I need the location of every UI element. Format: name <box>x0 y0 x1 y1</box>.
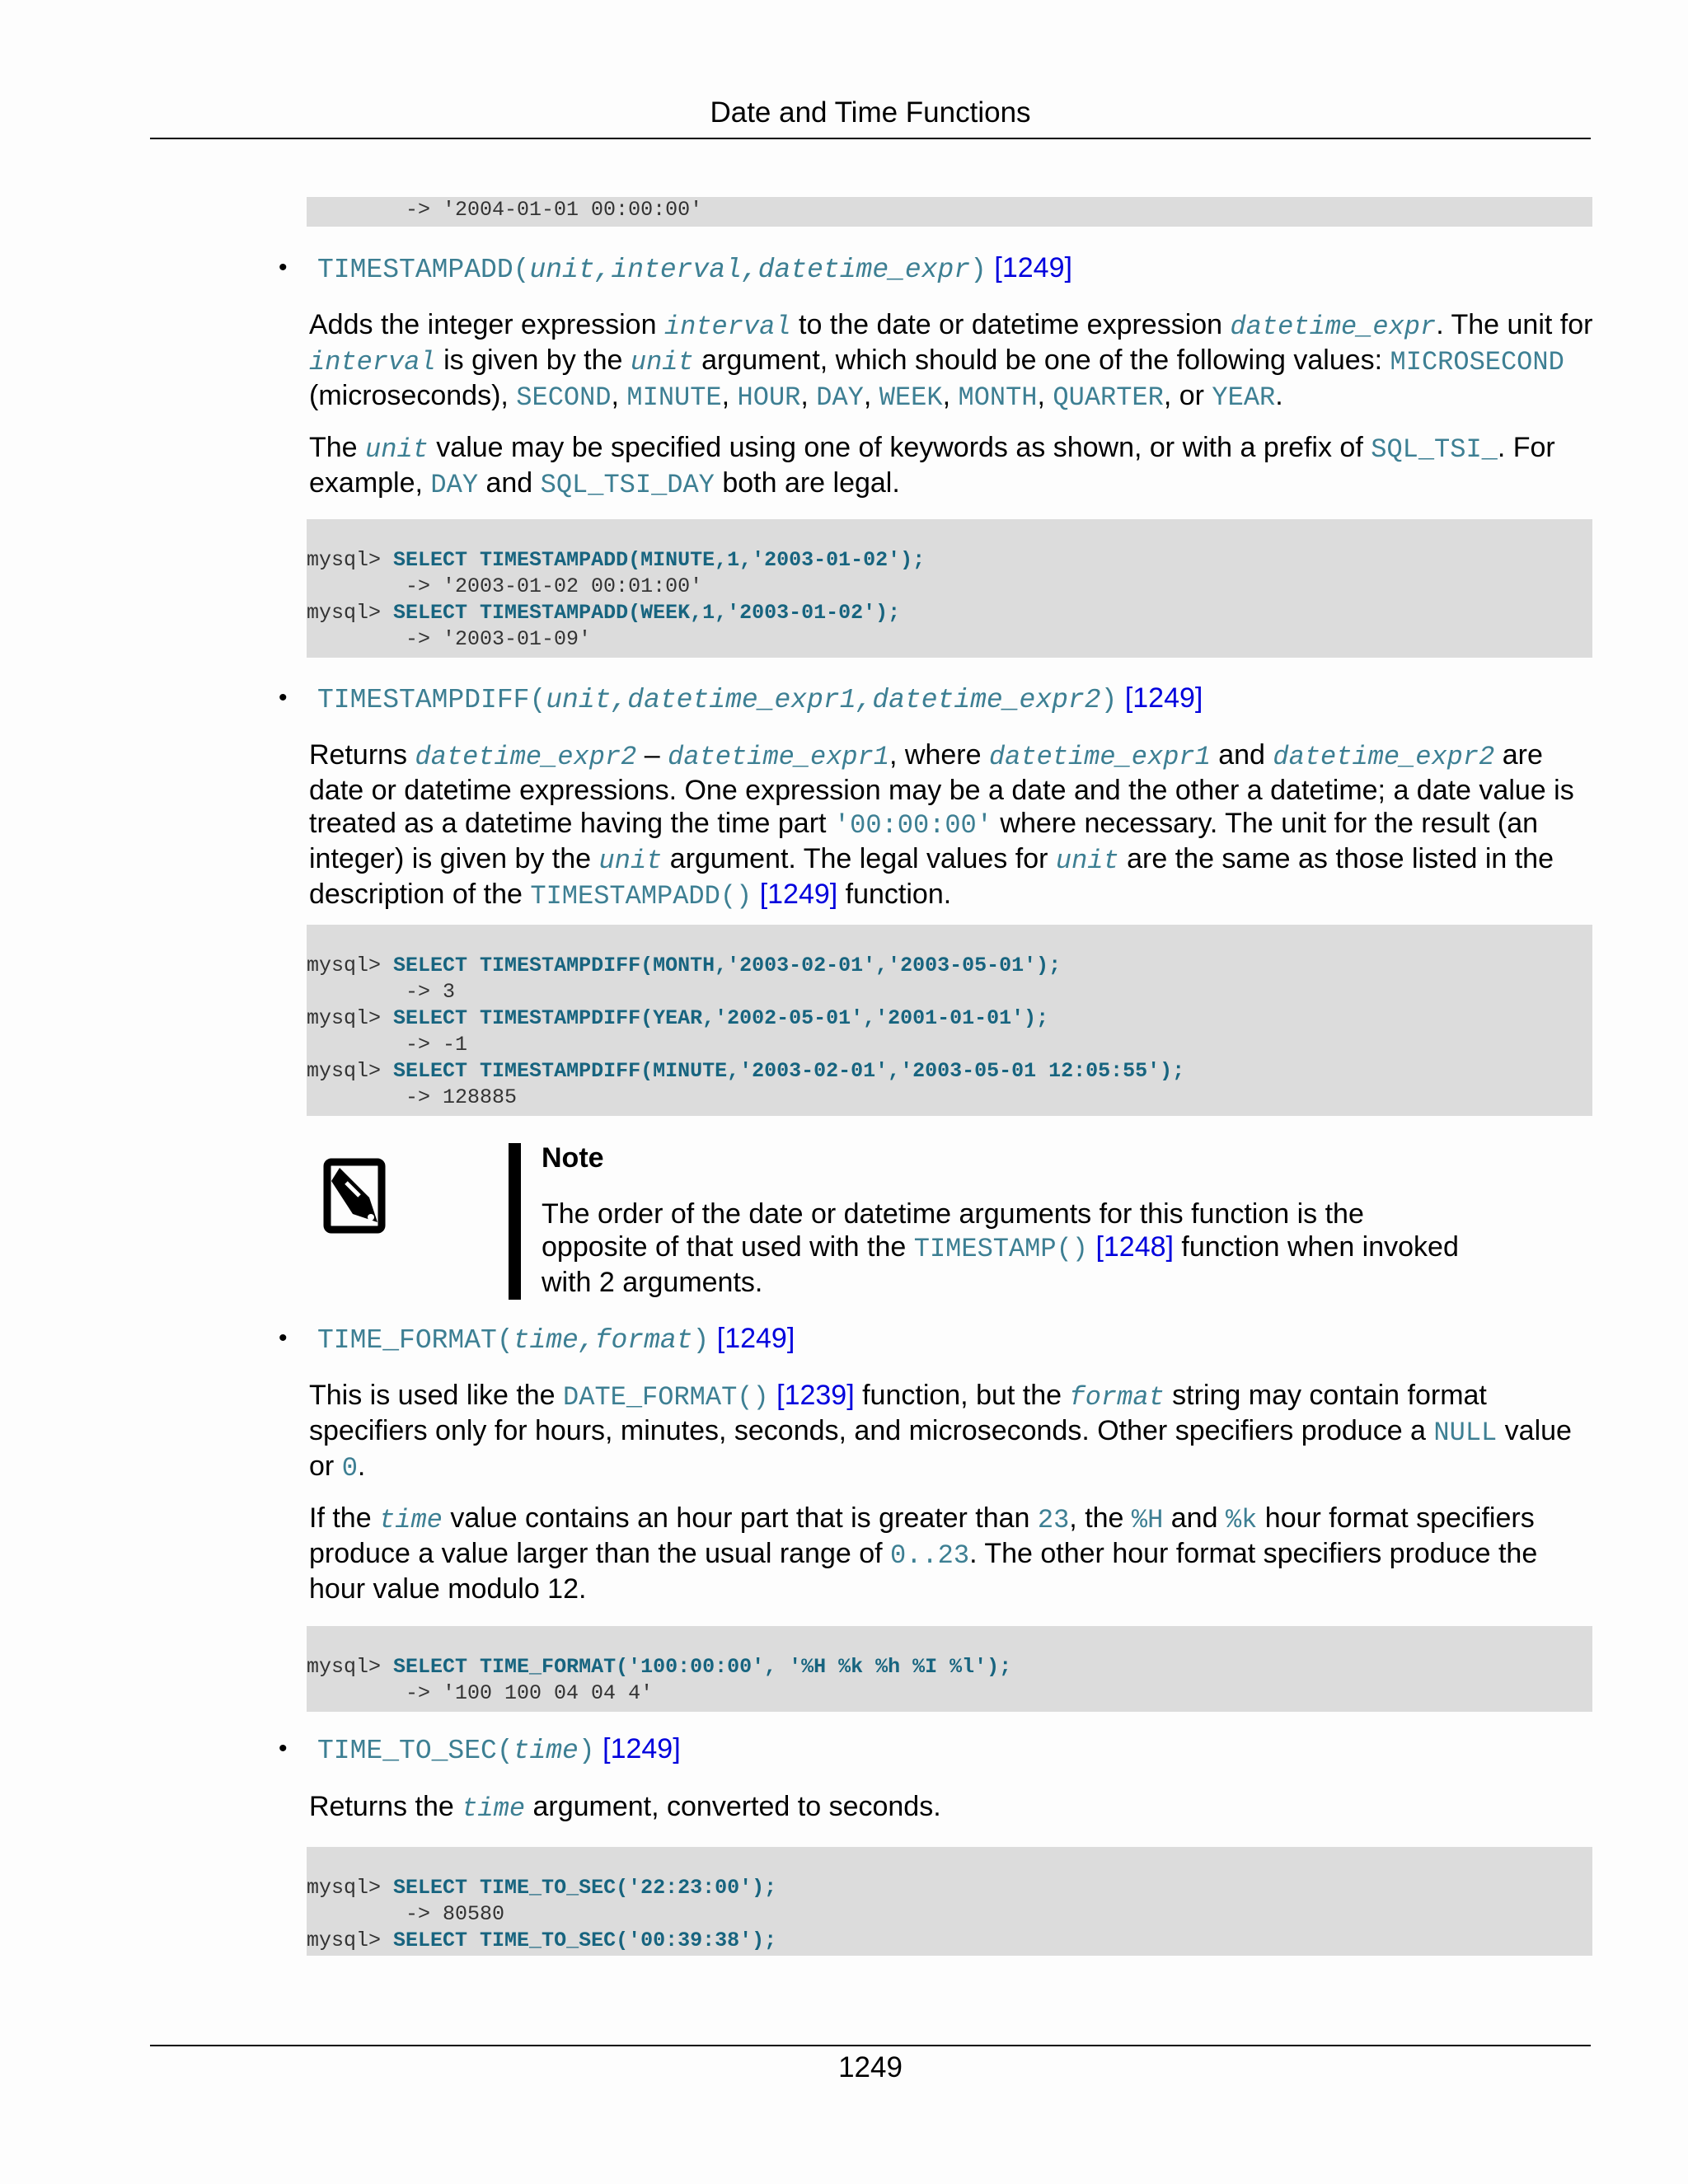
literal: SECOND <box>516 382 612 413</box>
text: Returns <box>309 739 415 771</box>
code-block-timestampdiff <box>307 925 1592 1116</box>
text: value contains an hour part that is greater than <box>442 1502 1038 1534</box>
code-prompt: mysql> <box>307 601 394 625</box>
function-close: ) <box>1100 685 1118 715</box>
text: . The other hour format specifiers produce the hour value modulo 12. <box>309 1538 1538 1605</box>
bullet: • <box>279 684 288 711</box>
paragraph-hour-range <box>309 1502 1595 1605</box>
function-signature-time-to-sec <box>317 1731 681 1769</box>
variable: datetime_expr1 <box>988 742 1211 772</box>
text: , where <box>889 739 989 771</box>
text: . The unit for <box>1436 309 1593 340</box>
code-command: SELECT TIMESTAMPADD(MINUTE,1,'2003-01-02'); <box>393 548 926 572</box>
function-args: time <box>513 1736 579 1766</box>
literal: 0 <box>341 1453 358 1483</box>
variable: time <box>379 1505 443 1535</box>
literal: HOUR <box>737 382 801 413</box>
text: and <box>478 467 541 499</box>
text: If the <box>309 1502 380 1534</box>
text: and <box>1163 1502 1226 1534</box>
text: This is used like the <box>309 1380 564 1411</box>
page-ref-link[interactable]: [1249] <box>716 1323 795 1354</box>
text: , the <box>1069 1502 1132 1534</box>
paragraph-timestampadd-desc: Adds the integer expression interval to the date or datetime expression datetime_expr. The unit for interval is given by the unit argument, which should be one of the following values: MICROSECOND (microseconds), SECOND, MINUTE, HOUR, DAY, WEEK, MONTH, QUARTER, or YEAR. <box>309 309 1593 413</box>
page-number: 1249 <box>838 2051 903 2083</box>
text: argument, which should be one of the following values: <box>693 344 1390 376</box>
code-result: -> 3 <box>307 980 456 1004</box>
text: and <box>1210 739 1273 771</box>
function-close: ) <box>692 1325 710 1356</box>
page-ref-link[interactable]: [1249] <box>759 879 838 910</box>
text: are date or datetime expressions. One expression may be a date and the other a datetime; a date value is treated as a datetime having the time part <box>309 739 1574 839</box>
header-rule <box>150 138 1591 139</box>
code-result: -> -1 <box>307 1033 468 1057</box>
code-block-timestampadd <box>307 519 1592 658</box>
paragraph-unit-prefix <box>309 431 1595 502</box>
code-prompt: mysql> <box>307 548 394 572</box>
function-close: ) <box>970 255 987 285</box>
page-header-title: Date and Time Functions <box>710 96 1031 129</box>
variable: interval <box>309 347 436 377</box>
literal: YEAR <box>1212 382 1276 413</box>
text: function. <box>837 879 952 910</box>
code-result: -> 80580 <box>307 1902 505 1926</box>
function-args: time,format <box>513 1325 693 1356</box>
variable: datetime_expr <box>1230 312 1437 342</box>
text: The <box>309 432 366 463</box>
bullet: • <box>279 1324 288 1352</box>
code-prompt: mysql> <box>307 954 394 977</box>
literal: DAY <box>430 470 479 500</box>
text: hour format specifiers produce a value larger than the usual range of <box>309 1502 1535 1569</box>
text: function, but the <box>854 1380 1070 1411</box>
text: where necessary. The unit for the result (an integer) is given by the <box>309 808 1539 874</box>
text: . For example, <box>309 432 1555 499</box>
text: The order of the date or datetime arguments for this function is the opposite of that used with the <box>542 1198 1364 1263</box>
text: Adds the integer expression <box>309 309 664 340</box>
bullet: • <box>279 254 288 281</box>
text: argument. The legal values for <box>662 843 1056 874</box>
paragraph-time-to-sec-desc <box>309 1790 1595 1825</box>
text: is given by the <box>435 344 631 376</box>
code-prompt: mysql> <box>307 1876 394 1900</box>
text: , or <box>1163 380 1212 411</box>
paragraph-timestampdiff-desc <box>309 738 1595 913</box>
variable: time <box>462 1793 526 1824</box>
variable: unit <box>365 434 429 465</box>
function-args: unit,datetime_expr1,datetime_expr2 <box>546 685 1101 715</box>
code-command: SELECT TIMESTAMPADD(WEEK,1,'2003-01-02'); <box>393 601 901 625</box>
literal: 23 <box>1037 1505 1070 1535</box>
page-ref-link[interactable]: [1248] <box>1095 1231 1174 1263</box>
note-text <box>542 1197 1473 1299</box>
variable: unit <box>598 846 663 876</box>
text: function when invoked with 2 arguments. <box>542 1231 1459 1298</box>
note-bar <box>509 1143 521 1300</box>
code-result: -> '100 100 04 04 4' <box>307 1681 654 1705</box>
literal: SQL_TSI_ <box>1371 434 1498 465</box>
variable: datetime_expr2 <box>1273 742 1495 772</box>
page-ref-link[interactable]: [1239] <box>776 1380 855 1411</box>
code-prompt: mysql> <box>307 1059 394 1083</box>
code-block-time-to-sec <box>307 1847 1592 1956</box>
literal: WEEK <box>879 382 943 413</box>
function-name[interactable]: TIMESTAMPADD( <box>317 255 530 285</box>
text: both are legal. <box>714 467 900 499</box>
code-block-continuation <box>307 197 1592 227</box>
function-link[interactable]: TIMESTAMPADD() <box>530 881 753 912</box>
variable: unit <box>630 347 694 377</box>
literal: %k <box>1225 1505 1258 1535</box>
code-command: SELECT TIME_FORMAT('100:00:00', '%H %k %h %I %l'); <box>393 1655 1012 1679</box>
note-title: Note <box>542 1142 604 1174</box>
function-link[interactable]: TIMESTAMP() <box>913 1234 1088 1264</box>
text: Returns the <box>309 1791 462 1822</box>
function-signature-timestampdiff <box>317 680 1203 719</box>
footer-rule <box>150 2045 1591 2046</box>
bullet: • <box>279 1735 288 1762</box>
literal: SQL_TSI_DAY <box>540 470 715 500</box>
variable: datetime_expr2 <box>415 742 637 772</box>
function-args: unit,interval,datetime_expr <box>529 255 971 285</box>
code-result: -> '2004-01-01 00:00:00' <box>307 198 703 222</box>
variable: unit <box>1055 846 1119 876</box>
function-name[interactable]: TIME_FORMAT( <box>317 1325 513 1356</box>
paragraph-time-format-desc <box>309 1379 1595 1485</box>
variable: datetime_expr1 <box>668 742 889 772</box>
function-name[interactable]: TIMESTAMPDIFF( <box>317 685 546 715</box>
literal: MONTH <box>958 382 1038 413</box>
code-prompt: mysql> <box>307 1655 394 1679</box>
text: are the same as those listed in the description of the <box>309 843 1554 910</box>
text: value may be specified using one of keywords as shown, or with a prefix of <box>428 432 1372 463</box>
code-prompt: mysql> <box>307 1006 394 1030</box>
code-command: SELECT TIMESTAMPDIFF(YEAR,'2002-05-01','2001-01-01'); <box>393 1006 1049 1030</box>
function-signature-timestampadd <box>317 250 1072 288</box>
variable: format <box>1069 1382 1165 1413</box>
function-link[interactable]: DATE_FORMAT() <box>563 1382 769 1413</box>
text: . <box>1275 380 1283 411</box>
function-name[interactable]: TIME_TO_SEC( <box>317 1736 513 1766</box>
text: to the date or datetime expression <box>790 309 1231 340</box>
text: argument, converted to seconds. <box>525 1791 941 1822</box>
code-result: -> 128885 <box>307 1085 518 1109</box>
literal: 0..23 <box>890 1540 970 1571</box>
literal: QUARTER <box>1053 382 1164 413</box>
literal: NULL <box>1433 1418 1498 1448</box>
text: . <box>357 1451 366 1482</box>
code-result: -> '2003-01-09' <box>307 627 592 651</box>
text: (microseconds), <box>309 380 517 411</box>
code-prompt: mysql> <box>307 1929 394 1952</box>
variable: interval <box>663 312 791 342</box>
literal: MICROSECOND <box>1390 347 1564 377</box>
code-command: SELECT TIMESTAMPDIFF(MONTH,'2003-02-01','2003-05-01'); <box>393 954 1062 977</box>
literal: %H <box>1131 1505 1164 1535</box>
code-command: SELECT TIMESTAMPDIFF(MINUTE,'2003-02-01','2003-05-01 12:05:55'); <box>393 1059 1185 1083</box>
code-result: -> '2003-01-02 00:01:00' <box>307 574 703 598</box>
function-close: ) <box>578 1736 595 1766</box>
code-block-time-format <box>307 1626 1592 1712</box>
text: string may contain format specifiers only for hours, minutes, seconds, and microseconds. Other specifiers produce a <box>309 1380 1487 1446</box>
code-command: SELECT TIME_TO_SEC('00:39:38'); <box>393 1929 777 1952</box>
code-command: SELECT TIME_TO_SEC('22:23:00'); <box>393 1876 777 1900</box>
text: value or <box>309 1415 1572 1482</box>
note-pencil-icon <box>323 1158 391 1234</box>
page-ref-link[interactable]: [1249] <box>1124 682 1203 714</box>
literal: '00:00:00' <box>833 810 992 841</box>
literal: MINUTE <box>626 382 722 413</box>
page-ref-link[interactable]: [1249] <box>603 1733 681 1765</box>
literal: DAY <box>816 382 864 413</box>
page-ref-link[interactable]: [1249] <box>994 252 1072 284</box>
function-signature-time-format <box>317 1320 795 1359</box>
text: – <box>636 739 668 771</box>
